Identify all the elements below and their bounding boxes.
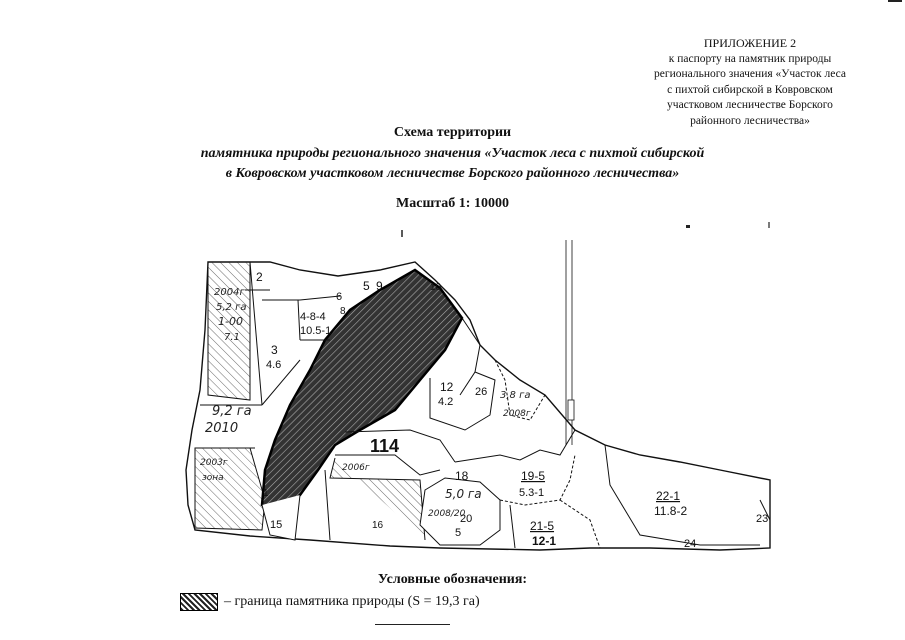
plot-line xyxy=(325,470,330,540)
handwritten-note: 2004г xyxy=(214,287,245,298)
plot-1 xyxy=(208,262,250,400)
plot-label: 12-1 xyxy=(532,534,557,548)
plot-label: 9 xyxy=(376,279,383,293)
handwritten-note: 1-00 xyxy=(218,315,243,328)
handwritten-note: 9,2 га xyxy=(212,404,252,419)
plot-label: 4-8-4 xyxy=(300,311,326,323)
map-scale: Масштаб 1: 10000 xyxy=(396,196,509,211)
handwritten-note: зона xyxy=(202,473,224,483)
legend-title: Условные обозначения: xyxy=(377,572,528,587)
plot-label: 20 xyxy=(460,513,473,525)
plot-label: 10.5-1 xyxy=(300,325,332,337)
plot-label: 24 xyxy=(684,538,697,550)
plot-line xyxy=(455,430,575,462)
plot-label: 15 xyxy=(270,519,283,531)
protected-area xyxy=(262,270,462,512)
plot-label: 6 xyxy=(336,291,343,303)
plot-label: 8 xyxy=(340,306,346,317)
handwritten-note: 2003г xyxy=(200,458,228,468)
plot-label: 19-5 xyxy=(521,469,546,483)
plot-line xyxy=(460,318,480,395)
hatch-swatch-icon xyxy=(180,593,218,611)
tick-mark xyxy=(686,225,690,228)
appendix-line: к паспорту на памятник природы xyxy=(668,52,832,65)
appendix-heading: ПРИЛОЖЕНИЕ 2 xyxy=(703,36,797,50)
plot-label: 4.2 xyxy=(438,396,454,408)
handwritten-note: 2010 xyxy=(205,421,239,436)
plot-label: 22-1 xyxy=(656,489,681,503)
legend-label: – граница памятника природы (S = 19,3 га) xyxy=(224,594,480,609)
divider xyxy=(375,624,450,625)
appendix-line: районного лесничества» xyxy=(690,114,810,127)
plot-label: 16 xyxy=(372,520,384,531)
quarter-number: 114 xyxy=(370,436,400,456)
plot-line xyxy=(300,296,340,300)
appendix-line: участковом лесничестве Борского xyxy=(667,99,833,111)
page-subtitle-line2: в Ковровском участковом лесничестве Борского районного лесничества» xyxy=(225,166,680,181)
handwritten-note: 7.1 xyxy=(224,332,240,343)
plot-label: 4.6 xyxy=(266,359,282,371)
road-marker xyxy=(568,400,574,420)
plot-line xyxy=(560,500,600,548)
appendix-line: регионального значения «Участок леса xyxy=(654,68,846,80)
plot-label: 5 xyxy=(455,527,462,539)
plot-line xyxy=(510,505,515,548)
plot-label: 5.3-1 xyxy=(519,487,545,499)
handwritten-note: 3,8 га xyxy=(500,390,531,401)
plot-line xyxy=(345,430,455,462)
plot-label: 18 xyxy=(455,469,469,483)
plot-label: 3 xyxy=(271,343,278,357)
appendix-line: с пихтой сибирской в Ковровском xyxy=(667,83,833,96)
plot-label: 21-5 xyxy=(530,519,555,533)
handwritten-note: 2006г xyxy=(342,463,370,473)
plot-line xyxy=(605,445,760,545)
page-title: Схема территории xyxy=(393,125,512,140)
plot-label: 26 xyxy=(475,386,488,398)
plot-label: 12 xyxy=(440,380,454,394)
plot-label: 2 xyxy=(256,270,263,284)
handwritten-note: 5,2 га xyxy=(216,302,247,313)
plot-label: 5 xyxy=(363,279,370,293)
handwritten-note: 2008/20 xyxy=(428,509,466,519)
plot-label: 11.8-2 xyxy=(654,504,688,518)
handwritten-note: 5,0 га xyxy=(445,487,482,501)
plot-label: 23 xyxy=(756,513,769,525)
plot-label: 1 xyxy=(263,488,269,499)
legend-item xyxy=(180,592,480,612)
handwritten-note: 2008г xyxy=(503,409,531,419)
page-subtitle-line1: памятника природы регионального значения «Участок леса с пихтой сибирской xyxy=(200,146,705,161)
plot-label: 10 xyxy=(430,282,442,293)
